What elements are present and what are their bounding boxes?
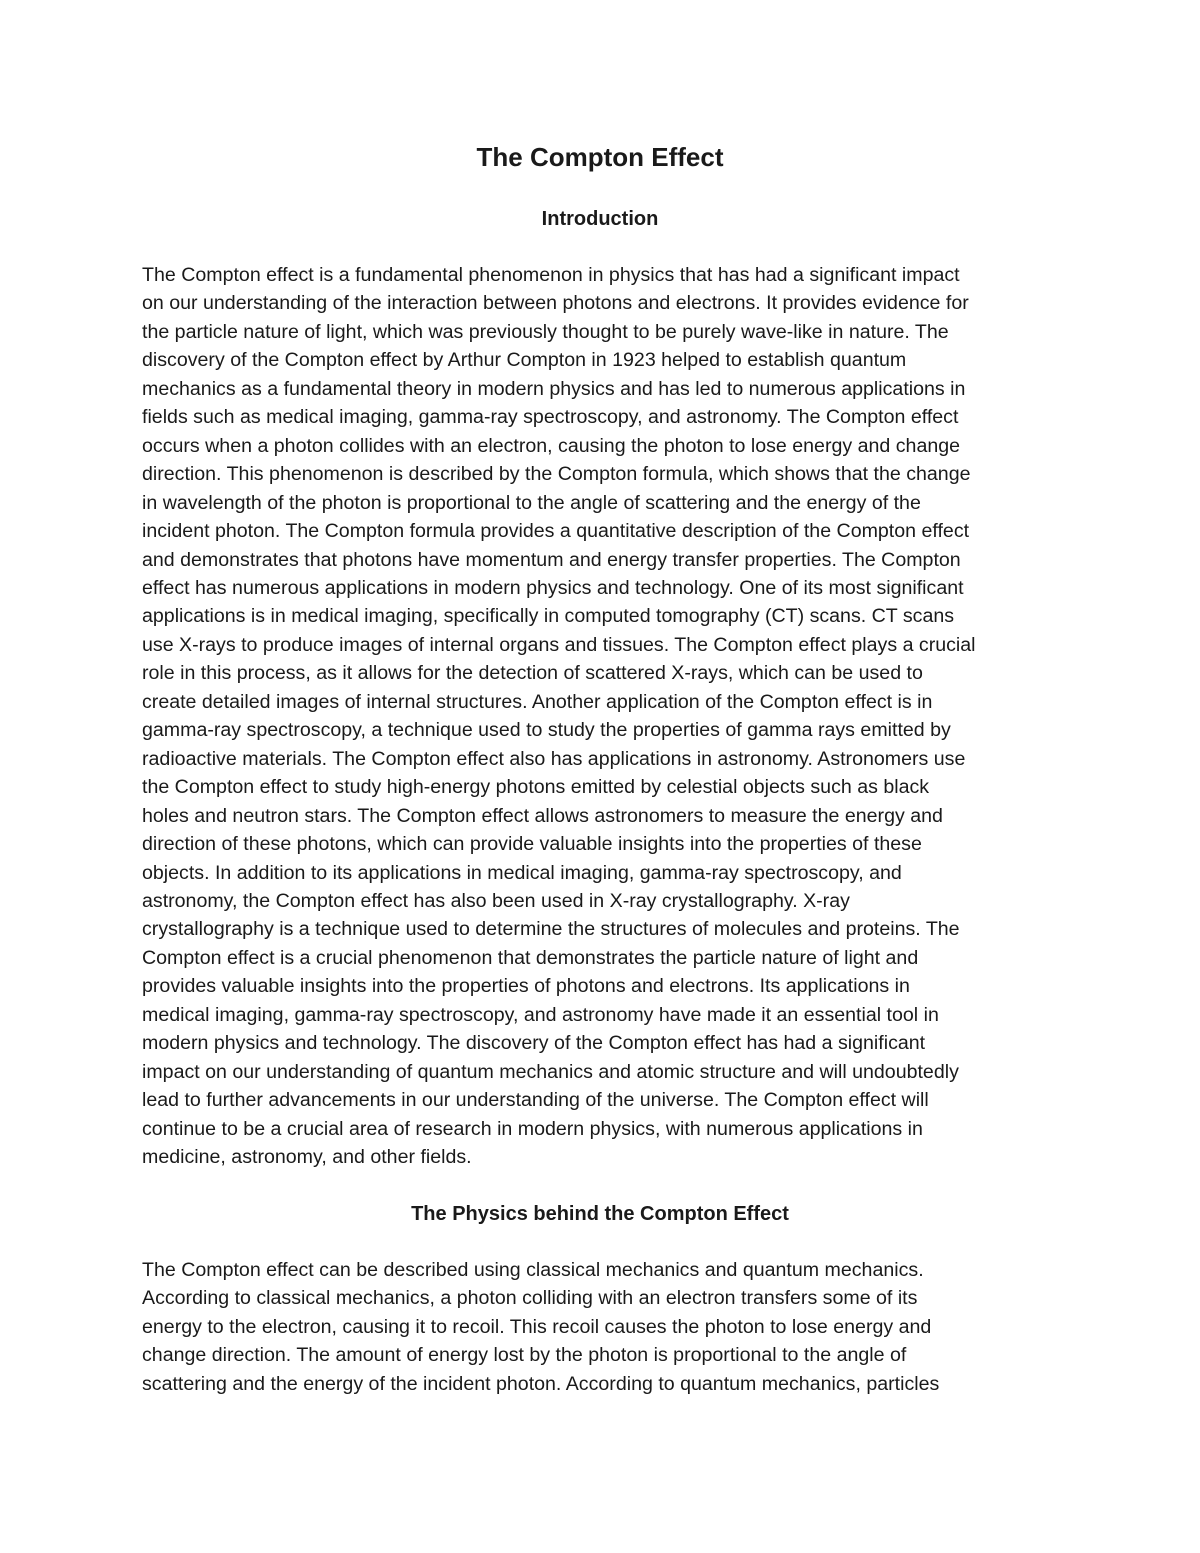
section-heading-physics: The Physics behind the Compton Effect	[411, 1203, 789, 1225]
text-line: impact on our understanding of quantum mechanics and atomic structure and will undoubtedly	[142, 1060, 959, 1083]
text-line: use X-rays to produce images of internal organs and tissues. The Compton effect plays a crucial	[142, 633, 976, 656]
text-line: The Compton effect can be described using classical mechanics and quantum mechanics.	[142, 1259, 924, 1281]
text-line: the particle nature of light, which was previously thought to be purely wave-like in nature. The	[142, 320, 949, 343]
text-line: provides valuable insights into the properties of photons and electrons. Its applications in	[142, 975, 910, 998]
text-line: gamma-ray spectroscopy, a technique used to study the properties of gamma rays emitted by	[142, 719, 951, 742]
text-line: on our understanding of the interaction between photons and electrons. It provides evidence for	[142, 292, 969, 315]
text-line: Compton effect is a crucial phenomenon that demonstrates the particle nature of light and	[142, 946, 919, 969]
text-line: lead to further advancements in our understanding of the universe. The Compton effect will	[142, 1089, 929, 1112]
text-line: objects. In addition to its applications in medical imaging, gamma-ray spectroscopy, and	[142, 861, 902, 884]
section-heading-introduction: Introduction	[541, 208, 659, 230]
text-line: astronomy, the Compton effect has also been used in X-ray crystallography. X-ray	[142, 889, 850, 912]
text-line: role in this process, as it allows for the detection of scattered X-rays, which can be used to	[142, 662, 923, 685]
text-line: radioactive materials. The Compton effect also has applications in astronomy. Astronomers use	[142, 747, 966, 770]
text-line: change direction. The amount of energy lost by the photon is proportional to the angle of	[142, 1344, 907, 1367]
text-line: direction of these photons, which can provide valuable insights into the properties of these	[142, 833, 922, 856]
text-line: energy to the electron, causing it to recoil. This recoil causes the photon to lose energy and	[142, 1315, 932, 1338]
text-line: create detailed images of internal structures. Another application of the Compton effect is in	[142, 690, 933, 713]
text-line: applications is in medical imaging, specifically in computed tomography (CT) scans. CT scans	[142, 605, 955, 628]
text-line: continue to be a crucial area of research in modern physics, with numerous applications in	[142, 1117, 923, 1140]
document-title: The Compton Effect	[476, 142, 724, 172]
section-body-introduction	[142, 261, 1072, 1172]
text-line: the Compton effect to study high-energy photons emitted by celestial objects such as black	[142, 776, 930, 799]
text-line: mechanics as a fundamental theory in modern physics and has led to numerous applications in	[142, 377, 966, 400]
text-line: direction. This phenomenon is described by the Compton formula, which shows that the change	[142, 463, 971, 486]
section-body-physics	[142, 1256, 1072, 1398]
text-line: medical imaging, gamma-ray spectroscopy, and astronomy have made it an essential tool in	[142, 1003, 939, 1026]
text-line: modern physics and technology. The discovery of the Compton effect has had a significant	[142, 1032, 926, 1055]
text-line: scattering and the energy of the incident photon. According to quantum mechanics, particles	[142, 1372, 940, 1395]
text-line: discovery of the Compton effect by Arthur Compton in 1923 helped to establish quantum	[142, 349, 907, 372]
text-line: in wavelength of the photon is proportional to the angle of scattering and the energy of the	[142, 491, 921, 514]
text-line: The Compton effect is a fundamental phenomenon in physics that has had a significant impact	[142, 264, 960, 286]
text-line: According to classical mechanics, a photon colliding with an electron transfers some of its	[142, 1287, 918, 1310]
text-line: medicine, astronomy, and other fields.	[142, 1146, 472, 1169]
text-line: holes and neutron stars. The Compton effect allows astronomers to measure the energy and	[142, 804, 943, 827]
text-line: incident photon. The Compton formula provides a quantitative description of the Compton effect	[142, 520, 970, 543]
text-line: fields such as medical imaging, gamma-ray spectroscopy, and astronomy. The Compton effect	[142, 406, 959, 429]
text-line: occurs when a photon collides with an electron, causing the photon to lose energy and change	[142, 434, 961, 457]
text-line: effect has numerous applications in modern physics and technology. One of its most significant	[142, 576, 964, 599]
text-line: crystallography is a technique used to determine the structures of molecules and proteins. The	[142, 918, 960, 941]
text-line: and demonstrates that photons have momentum and energy transfer properties. The Compton	[142, 548, 961, 571]
